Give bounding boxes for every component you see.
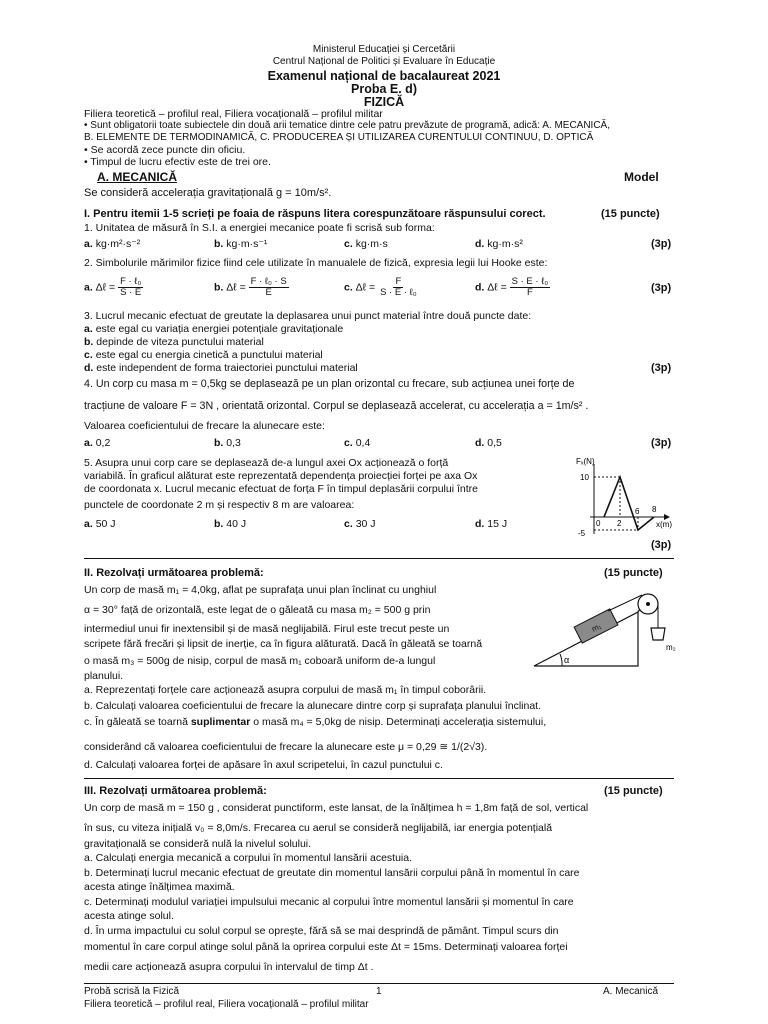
- intro-line: Filiera teoretică – profilul real, Filiera vocațională – profilul militar: [84, 108, 383, 120]
- q2-option-c: c. Δℓ = $\frac{F}{\text{S · E · ℓ₀}}$: [344, 276, 417, 298]
- q1-option-c: c. kg·m·s: [344, 238, 388, 250]
- part3-b1: b. Determinați lucrul mecanic efectuat de greutate din momentul lansării corpului până în momentul în care: [84, 867, 580, 879]
- footer-divider: [84, 983, 674, 984]
- q5-line4: punctele de coordonate 2 m și respectiv 8 m are valoarea:: [84, 499, 355, 511]
- part3-title: III. Rezolvați următoarea problemă:: [84, 785, 267, 797]
- part2-points: (15 puncte): [604, 567, 663, 579]
- bucket-m2: [651, 628, 665, 640]
- divider-1: [84, 558, 674, 559]
- q1-points: (3p): [651, 238, 672, 250]
- part3-a: a. Calculați energia mecanică a corpului în momentul lansării acestuia.: [84, 852, 413, 864]
- q5-option-a: a. 50 J: [84, 518, 116, 530]
- graph-xlabel: x(m): [656, 520, 672, 529]
- angle-arc: [560, 654, 562, 666]
- part3-d1: d. În urma impactului cu solul corpul se oprește, fără să se mai desprindă de pământ. Timpul scurs din: [84, 925, 559, 937]
- q5-option-b: b. 40 J: [214, 518, 247, 530]
- part3-d3: medii care acționează asupra corpului în intervalul de timp Δt .: [84, 961, 374, 973]
- part3-d2: momentul în care corpul atinge solul până la oprirea corpului este Δt = 15ms. Determinați valoarea forței: [84, 941, 568, 953]
- part2-line2: α = 30° față de orizontală, este legat de o găleată cu masa m₂ = 500 g prin: [84, 604, 431, 616]
- rope-incline: [608, 595, 642, 611]
- pulley-axle: [646, 602, 650, 606]
- part1-title: I. Pentru itemii 1-5 scrieți pe foaia de răspuns litera corespunzătoare răspunsului corect.: [84, 208, 546, 220]
- block-m1: [574, 609, 618, 643]
- graph-tick-8: 8: [652, 505, 657, 514]
- part2-c2: considerând că valoarea coeficientului de frecare la alunecare este μ = 0,29 ≅ 1/(2√3).: [84, 741, 488, 753]
- intro-bullet-1a: • Sunt obligatorii toate subiectele din două arii tematice dintre cele patru prevăzute de programă, adică: A. MECANICĂ,: [84, 120, 611, 131]
- footer-right: A. Mecanică: [603, 986, 659, 997]
- part3-line3: gravitațională se consideră nulă la nivelul solului.: [84, 838, 312, 850]
- block-m1-label: m₁: [590, 621, 603, 634]
- part2-d: d. Calculați valoarea forței de apăsare în axul scripetelui, în cazul punctului c.: [84, 759, 443, 771]
- part3-points: (15 puncte): [604, 785, 663, 797]
- q5-option-d: d. 15 J: [475, 518, 508, 530]
- graph-tick-m5: -5: [578, 529, 586, 538]
- q1-option-a: a. kg·m²·s⁻²: [84, 238, 141, 250]
- part3-c2: acesta atinge solul.: [84, 910, 174, 922]
- q4-line2: tracțiune de valoare F = 3N , orientată orizontal. Corpul se deplasează accelerat, cu accelerația a = 1m/s² .: [84, 400, 589, 412]
- q4-option-a: a. 0,2: [84, 437, 111, 449]
- force-position-graph: [572, 454, 672, 538]
- gravity-note: Se consideră accelerația gravitațională g = 10m/s².: [84, 187, 332, 199]
- q3-option-a: a. este egal cu variația energiei potențiale gravitaționale: [84, 323, 344, 335]
- part2-line1: Un corp de masă m₁ = 4,0kg, aflat pe suprafața unui plan înclinat cu unghiul: [84, 584, 437, 596]
- intro-bullet-1b: B. ELEMENTE DE TERMODINAMICĂ, C. PRODUCEREA ȘI UTILIZAREA CURENTULUI CONTINUU, D. OPTICĂ: [84, 132, 594, 143]
- subject-title: FIZICĂ: [363, 95, 405, 109]
- model-label: Model: [624, 170, 659, 184]
- alpha-label: α: [564, 655, 570, 665]
- ministry-name: Ministerul Educației și Cercetării: [312, 44, 456, 55]
- q5-line1: 5. Asupra unui corp care se deplasează de-a lungul axei Ox acționează o forță: [84, 457, 449, 469]
- q4-option-c: c. 0,4: [344, 437, 371, 449]
- q3-option-c: c. este egal cu energia cinetică a punctului material: [84, 349, 323, 361]
- q4-points: (3p): [651, 437, 672, 449]
- part2-line6: planului.: [84, 670, 124, 682]
- q5-option-c: c. 30 J: [344, 518, 376, 530]
- exam-title: Examenul național de bacalaureat 2021: [267, 69, 501, 83]
- q4-line3: Valoarea coeficientului de frecare la alunecare este:: [84, 420, 325, 432]
- q3-option-d: d. este independent de forma traiectoriei punctului material: [84, 362, 358, 374]
- q2-text: 2. Simbolurile mărimilor fizice fiind cele utilizate în manualele de fizică, expresia legii lui Hooke este:: [84, 257, 548, 269]
- graph-force-line: [604, 477, 654, 530]
- graph-ylabel: Fₓ(N): [576, 457, 595, 466]
- proba-title: Proba E. d): [351, 82, 417, 96]
- part2-c1: c. În găleată se toarnă suplimentar o masă m₄ = 5,0kg de nisip. Determinați accelerația sistemului,: [84, 716, 547, 728]
- part2-line3: intermediul unui fir inextensibil și de masă neglijabilă. Firul este trecut peste un: [84, 623, 450, 635]
- intro-bullet-3: • Timpul de lucru efectiv este de trei ore.: [84, 156, 271, 168]
- q5-points: (3p): [651, 539, 672, 551]
- section-title: A. MECANICĂ: [97, 170, 177, 184]
- center-name: Centrul Național de Politici și Evaluare în Educație: [272, 56, 496, 67]
- q1-text: 1. Unitatea de măsură în S.I. a energiei mecanice poate fi scrisă sub forma:: [84, 222, 435, 234]
- intro-bullet-2: • Se acordă zece puncte din oficiu.: [84, 144, 246, 156]
- part2-line4: scripete fără frecări și lipsit de inerție, ca în figura alăturată. Dacă în găleată se toarnă: [84, 638, 483, 650]
- q4-option-b: b. 0,3: [214, 437, 241, 449]
- part2-b: b. Calculați valoarea coeficientului de frecare la alunecare dintre corp și suprafața planului înclinat.: [84, 700, 542, 712]
- q3-option-b: b. depinde de viteza punctului material: [84, 336, 264, 348]
- q5-line2: variabilă. În graficul alăturat este reprezentată dependența proiecției forței pe axa Ox: [84, 470, 478, 482]
- graph-tick-10: 10: [580, 473, 589, 482]
- q1-option-d: d. kg·m·s²: [475, 238, 523, 250]
- q4-option-d: d. 0,5: [475, 437, 502, 449]
- part2-title: II. Rezolvați următoarea problemă:: [84, 567, 264, 579]
- part3-line2: în sus, cu viteza inițială v₀ = 8,0m/s. Frecarea cu aerul se consideră neglijabilă, iar energia potențială: [84, 822, 553, 834]
- q2-points: (3p): [651, 282, 672, 294]
- part3-c1: c. Determinați modulul variației impulsului mecanic al corpului între momentul lansării și momentul în care: [84, 896, 574, 908]
- footer-left-1: Probă scrisă la Fizică: [84, 986, 180, 997]
- divider-2: [84, 778, 674, 779]
- q3-points: (3p): [651, 362, 672, 374]
- q2-option-b: b. Δℓ = $\frac{\text{F · ℓ₀ · S}}{E}$: [214, 276, 287, 298]
- graph-tick-0: 0: [596, 519, 601, 528]
- q5-line3: de coordonata x. Lucrul mecanic efectuat de forța F în timpul deplasării corpului între: [84, 483, 478, 495]
- part2-line5: o masă m₃ = 500g de nisip, corpul de masă m₁ coboară uniform de-a lungul: [84, 655, 436, 667]
- q1-option-b: b. kg·m·s⁻¹: [214, 238, 268, 250]
- part1-points: (15 puncte): [601, 208, 660, 220]
- q4-line1: 4. Un corp cu masa m = 0,5kg se deplasează pe un plan orizontal cu frecare, sub acțiunea unei forțe de: [84, 378, 575, 390]
- q2-option-d: d. Δℓ = $\frac{\text{S · E · ℓ₀}}{F}$: [475, 276, 549, 298]
- part2-a: a. Reprezentați forțele care acționează asupra corpului de masă m₁ în timpul coborârii.: [84, 684, 487, 696]
- footer-left-2: Filiera teoretică – profilul real, Filiera vocațională – profilul militar: [84, 999, 369, 1010]
- graph-tick-2: 2: [617, 519, 622, 528]
- q2-option-a: a. Δℓ = $\frac{\text{F · ℓ₀}}{S \cdot E}$: [84, 276, 142, 298]
- q3-text: 3. Lucrul mecanic efectuat de greutate la deplasarea unui punct material între două puncte date:: [84, 310, 532, 322]
- footer-page-number: 1: [376, 986, 382, 997]
- graph-tick-6: 6: [635, 507, 640, 516]
- part3-b2: acesta atinge înălțimea maximă.: [84, 881, 235, 893]
- part3-line1: Un corp de masă m = 150 g , considerat punctiform, este lansat, de la înălțimea h = 1,8m față de sol, vertical: [84, 802, 589, 814]
- bucket-m2-label: m₂: [666, 643, 676, 652]
- incline-figure: [528, 592, 684, 672]
